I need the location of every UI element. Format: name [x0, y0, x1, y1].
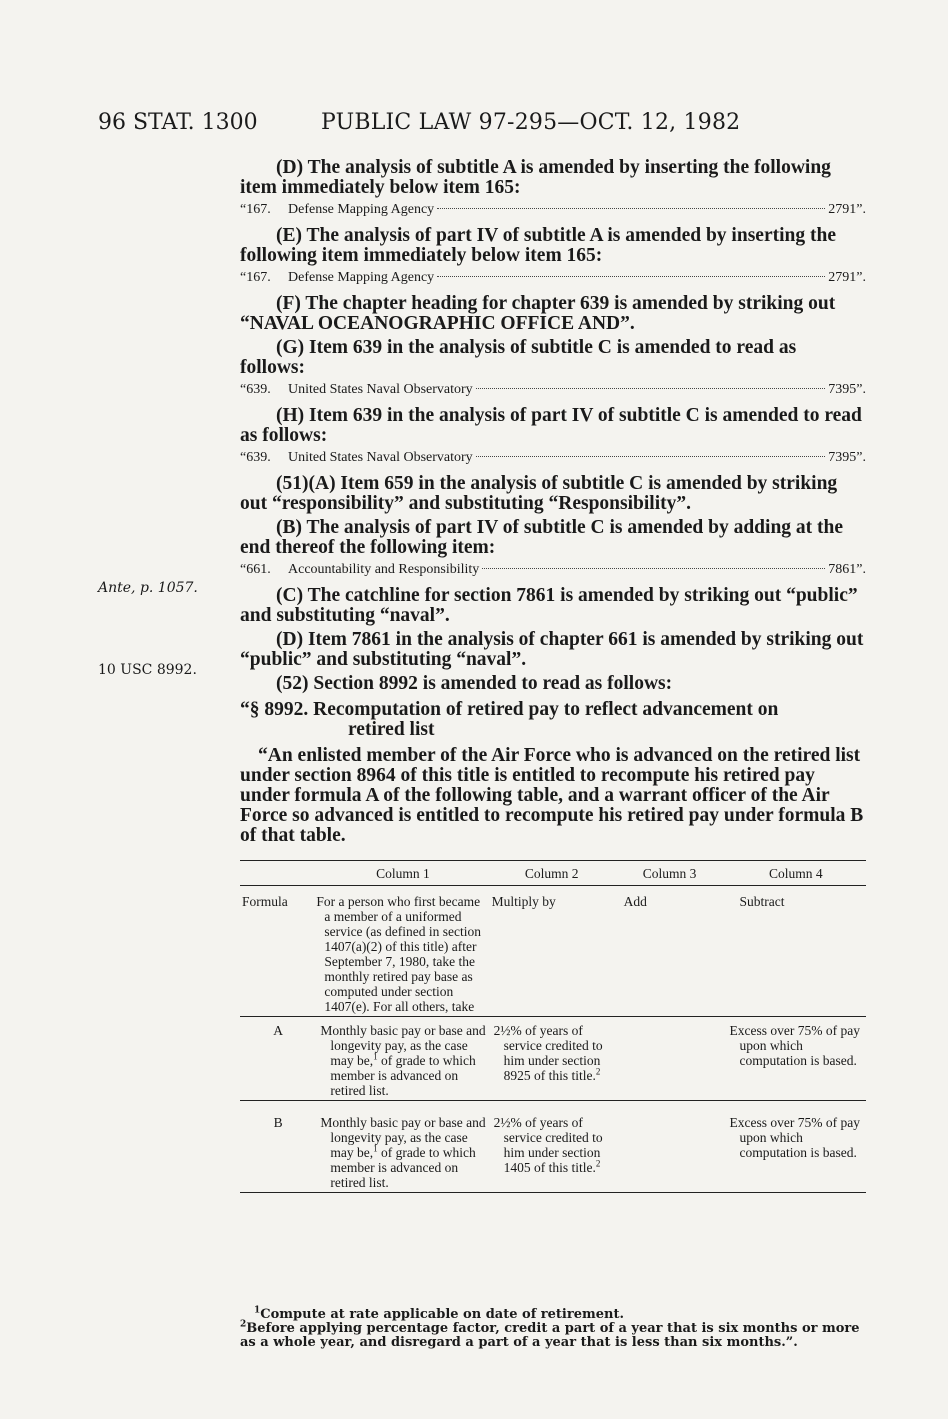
item-page: 7395”.: [828, 382, 866, 397]
section-heading-line1: “§ 8992. Recomputation of retired pay to reflect advancement on: [240, 699, 779, 720]
cell-text: of grade to which member is advanced on retired list.: [330, 1145, 476, 1190]
item-title: United States Naval Observatory: [288, 450, 473, 465]
paragraph-51a: (51)(A) Item 659 in the analysis of subtitle C is amended by striking out “responsibility” and substituting “Responsibility”.: [240, 473, 838, 514]
margin-note-usc: 10 USC 8992.: [98, 662, 197, 678]
cell-text: Monthly basic pay or base and longevity pay, as the case may be,: [320, 1115, 486, 1160]
cell-text: of grade to which member is advanced on retired list.: [330, 1053, 476, 1098]
paragraph-51b: (B) The analysis of part IV of subtitle C is amended by adding at the end thereof the following item:: [240, 517, 844, 558]
table-cell: Subtract: [739, 894, 785, 909]
table-cell: [316, 1101, 489, 1193]
leader-dots: [437, 208, 825, 209]
section-text-body: “An enlisted member of the Air Force who is advanced on the retired list under section 8964 of this title is entitled to recompute his retired pay under formula A of the following table, and a warrant officer of the Air Force so advanced is entitled to recompute his retired pay under formula B of that table.: [240, 745, 864, 846]
analysis-item: [240, 382, 866, 398]
analysis-item: [240, 202, 866, 218]
table-cell: Excess over 75% of pay upon which computation is based.: [729, 1115, 861, 1160]
analysis-item: [240, 562, 866, 578]
table-cell: B: [273, 1115, 283, 1130]
item-number: “639.: [240, 450, 271, 465]
paragraph-d: (D) The analysis of subtitle A is amended by inserting the following item immediately below item 165:: [240, 157, 831, 198]
table-cell: Excess over 75% of pay upon which computation is based.: [729, 1023, 861, 1068]
running-header: PUBLIC LAW 97-295—OCT. 12, 1982: [321, 110, 741, 135]
table-cell: [490, 1101, 614, 1193]
table-header-blank: [240, 861, 316, 886]
paragraph-d2: (D) Item 7861 in the analysis of chapter 661 is amended by striking out “public” and substituting “naval”.: [240, 629, 864, 670]
retired-pay-table: [240, 860, 866, 1197]
cell-text: Monthly basic pay or base and longevity pay, as the case may be,: [320, 1023, 486, 1068]
margin-note-ante: Ante, p. 1057.: [98, 580, 198, 596]
item-page: 7395”.: [828, 450, 866, 465]
footnote-1: [240, 1305, 870, 1322]
item-title: Accountability and Responsibility: [288, 562, 480, 577]
footnote-mark: 1: [254, 1305, 261, 1316]
item-number: “661.: [240, 562, 271, 577]
analysis-item: [240, 450, 866, 466]
table-header: Column 3: [642, 866, 697, 881]
paragraph-g: (G) Item 639 in the analysis of subtitle C is amended to read as follows:: [240, 337, 797, 378]
footnote-ref: 2: [595, 1158, 601, 1169]
leader-dots: [476, 456, 826, 457]
table-cell: Multiply by: [491, 894, 556, 909]
footnote-mark: 2: [240, 1319, 247, 1330]
item-number: “639.: [240, 382, 271, 397]
footnote-ref: 2: [595, 1066, 601, 1077]
table-header: Column 4: [768, 866, 823, 881]
footnote-ref: 1: [373, 1143, 378, 1154]
table-cell: [490, 1017, 614, 1101]
cell-text: 2½% of years of service credited to him under section 1405 of this title.: [493, 1115, 603, 1175]
cell-text: 2½% of years of service credited to him under section 8925 of this title.: [493, 1023, 603, 1083]
section-heading: [240, 700, 866, 740]
paragraph-52: (52) Section 8992 is amended to read as follows:: [276, 673, 673, 694]
paragraph-h: (H) Item 639 in the analysis of part IV of subtitle C is amended to read as follows:: [240, 405, 862, 446]
table-cell: [316, 1017, 489, 1101]
paragraph-e: (E) The analysis of part IV of subtitle A is amended by inserting the following item immediately below item 165:: [240, 225, 836, 266]
body-text: [240, 158, 866, 846]
section-text: [240, 746, 866, 846]
table-row: [240, 1017, 866, 1101]
item-number: “167.: [240, 202, 271, 217]
table-cell: For a person who first became a member of a uniformed service (as defined in section 1407(a)(2) of this title) after September 7, 1980, take the monthly retired pay base as computed under section 1407(e). For all others, take: [316, 894, 482, 1014]
item-title: Defense Mapping Agency: [288, 270, 435, 285]
section-heading-line2: retired list: [348, 719, 435, 740]
paragraph-c: (C) The catchline for section 7861 is amended by striking out “public” and substituting “naval”.: [240, 585, 858, 626]
table-cell: A: [273, 1023, 284, 1038]
leader-dots: [437, 276, 825, 277]
table-header: Column 1: [376, 866, 430, 881]
item-page: 2791”.: [828, 202, 866, 217]
item-page: 2791”.: [828, 270, 866, 285]
item-page: 7861”.: [828, 562, 866, 577]
table-cell: [614, 1017, 726, 1101]
footnote-text: Before applying percentage factor, credit a part of a year that is six months or more as a whole year, and disregard a part of a year that is less than six months.”.: [240, 1321, 860, 1350]
table-row: [240, 1101, 866, 1193]
table-cell: Formula: [242, 894, 288, 909]
item-number: “167.: [240, 270, 271, 285]
page-stat-number: 96 STAT. 1300: [98, 110, 258, 135]
item-title: United States Naval Observatory: [288, 382, 473, 397]
analysis-item: [240, 270, 866, 286]
table-cell: Add: [623, 894, 647, 909]
leader-dots: [476, 388, 826, 389]
paragraph-f: (F) The chapter heading for chapter 639 is amended by striking out “NAVAL OCEANOGRAPHIC OFFICE AND”.: [240, 293, 836, 334]
footnote-ref: 1: [373, 1051, 378, 1062]
table-cell: [614, 1101, 726, 1193]
footnote-2: [240, 1319, 870, 1350]
footnote-text: Compute at rate applicable on date of retirement.: [260, 1307, 624, 1322]
item-title: Defense Mapping Agency: [288, 202, 435, 217]
leader-dots: [482, 568, 825, 569]
table-header: Column 2: [524, 866, 579, 881]
table-bottom-rule: [240, 1193, 866, 1198]
